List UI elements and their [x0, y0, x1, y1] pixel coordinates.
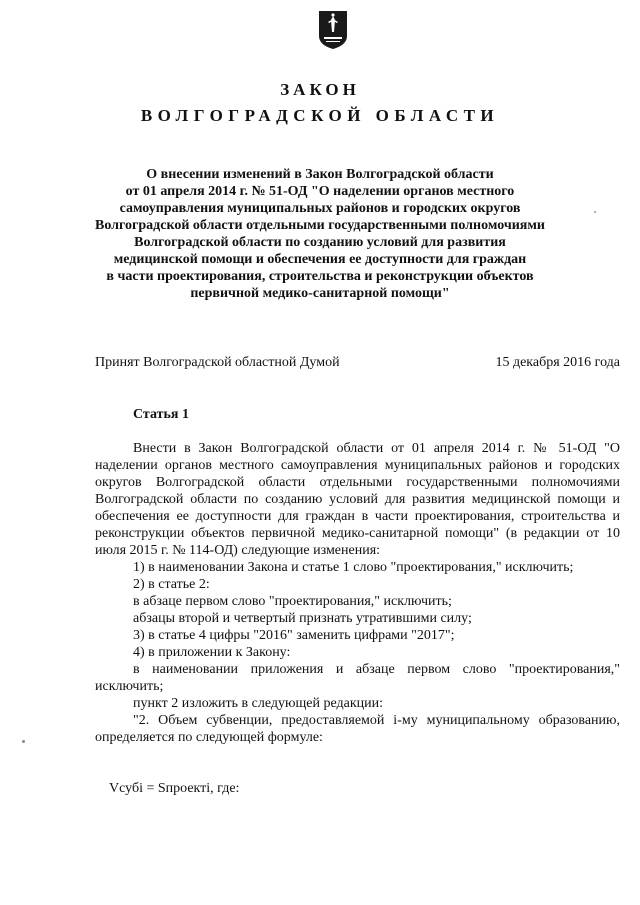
- law-title: ЗАКОН: [280, 80, 360, 99]
- subject-line: Волгоградской области отдельными государственными полномочиями: [95, 218, 545, 233]
- list-item: в абзаце первом слово "проектирования," исключить;: [133, 594, 452, 609]
- subject-line: О внесении изменений в Закон Волгоградской области: [146, 167, 494, 182]
- law-subject: [95, 166, 545, 302]
- scan-speck: [594, 211, 596, 213]
- subject-line: Волгоградской области по созданию условий для развития: [134, 235, 506, 250]
- list-item: 3) в статье 4 цифры "2016" заменить цифрами "2017";: [133, 628, 455, 643]
- article-heading: Статья 1: [133, 407, 189, 422]
- list-item: в наименовании приложения и абзаце первом слово "проектирования," исключить;: [95, 662, 620, 694]
- list-item: 4) в приложении к Закону:: [133, 645, 291, 660]
- subject-line: от 01 апреля 2014 г. № 51-ОД "О наделении органов местного: [125, 184, 515, 199]
- subject-line: первичной медико-санитарной помощи": [190, 286, 450, 301]
- list-item: 1) в наименовании Закона и статье 1 слово "проектирования," исключить;: [133, 560, 574, 575]
- law-region-title: ВОЛГОГРАДСКОЙ ОБЛАСТИ: [140, 106, 500, 125]
- list-item: пункт 2 изложить в следующей редакции:: [133, 696, 383, 711]
- scan-speck: [22, 740, 25, 743]
- list-item: "2. Объем субвенции, предоставляемой i-му муниципальному образованию, определяется по следующей формуле:: [95, 713, 620, 745]
- subject-line: в части проектирования, строительства и реконструкции объектов: [106, 269, 534, 284]
- list-item: абзацы второй и четвертый признать утратившими силу;: [133, 611, 472, 626]
- formula: Vсубi = Sпроектi, где:: [109, 781, 240, 796]
- article-body: [95, 440, 620, 797]
- list-item: 2) в статье 2:: [133, 577, 210, 592]
- coat-of-arms-icon: [318, 10, 348, 50]
- subject-line: самоуправления муниципальных районов и городских округов: [119, 201, 521, 216]
- adoption-date: 15 декабря 2016 года: [495, 355, 620, 370]
- article-intro: Внести в Закон Волгоградской области от 01 апреля 2014 г. № 51-ОД "О наделении органов местного самоуправления муниципальных районов и городских округов Волгоградской области отдельными государственными полномочиями Волгоградской области по созданию условий для развития медицинской помощи и обеспечения ее доступности для граждан в части проектирования, строительства и реконструкции объектов первичной медико-санитарной помощи" (в редакции от 10 июля 2015 г. № 114-ОД) следующие изменения:: [95, 441, 620, 558]
- adopted-by: Принят Волгоградской областной Думой: [95, 355, 340, 370]
- subject-line: медицинской помощи и обеспечения ее доступности для граждан: [113, 252, 527, 267]
